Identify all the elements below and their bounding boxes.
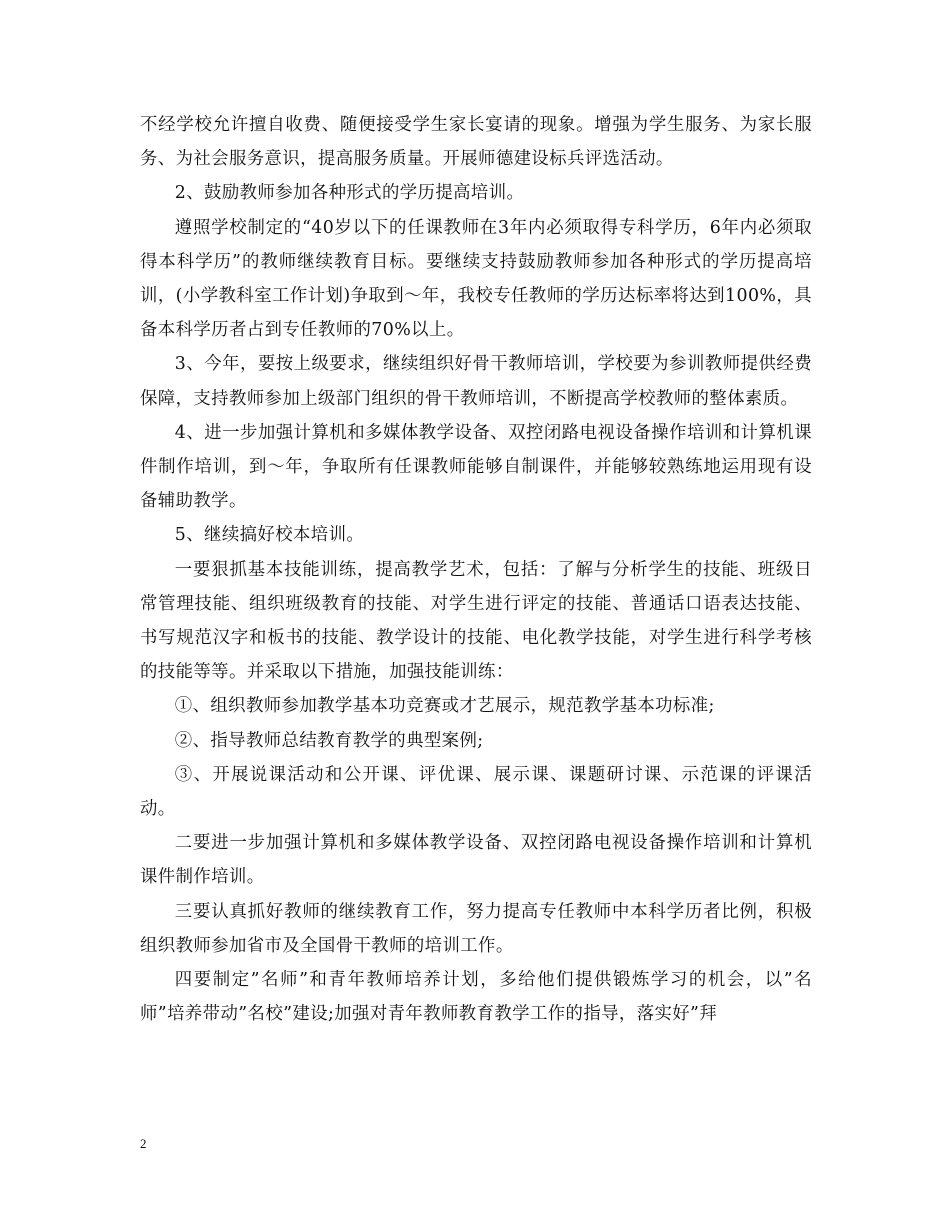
- paragraph-7: 一要狠抓基本技能训练，提高教学艺术，包括：了解与分析学生的技能、班级日常管理技能、组织班级教育的技能、对学生进行评定的技能、普通话口语表达技能、书写规范汉字和板书的技能、教学设计的技能、电化教学技能，对学生进行科学考核的技能等等。并采取以下措施，加强技能训练：: [140, 559, 812, 683]
- paragraph-4: 3、今年，要按上级要求，继续组织好骨干教师培训，学校要为参训教师提供经费保障，支持教师参加上级部门组织的骨干教师培训，不断提高学校教师的整体素质。: [140, 354, 812, 409]
- paragraph-12: 三要认真抓好教师的继续教育工作，努力提高专任教师中本科学历者比例，积极组织教师参加省市及全国骨干教师的培训工作。: [140, 901, 812, 956]
- paragraph-5: 4、进一步加强计算机和多媒体教学设备、双控闭路电视设备操作培训和计算机课件制作培训，到～年，争取所有任课教师能够自制课件，并能够较熟练地运用现有设备辅助教学。: [140, 422, 812, 512]
- paragraph-3: 遵照学校制定的“40岁以下的任课教师在3年内必须取得专科学历，6年内必须取得本科学历”的教师继续教育目标。要继续支持鼓励教师参加各种形式的学历提高培训，(小学教科室工作计划)争取到～年，我校专任教师的学历达标率将达到100%，具备本科学历者占到专任教师的70%以上。: [140, 217, 812, 341]
- paragraph-8: ①、组织教师参加教学基本功竞赛或才艺展示，规范教学基本功标准;: [174, 696, 715, 717]
- document-body: [140, 108, 812, 1031]
- page-number: 2: [140, 1136, 147, 1151]
- paragraph-13: 四要制定”名师”和青年教师培养计划，多给他们提供锻炼学习的机会，以”名师”培养带动”名校”建设;加强对青年教师教育教学工作的指导，落实好”拜: [140, 970, 812, 1025]
- paragraph-6: 5、继续搞好校本培训。: [174, 525, 365, 546]
- paragraph-10: ③、开展说课活动和公开课、评优课、展示课、课题研讨课、示范课的评课活动。: [140, 764, 812, 820]
- paragraph-2: 2、鼓励教师参加各种形式的学历提高培训。: [174, 183, 525, 204]
- paragraph-9: ②、指导教师总结教育教学的典型案例;: [174, 730, 484, 751]
- paragraph-1: 不经学校允许擅自收费、随便接受学生家长宴请的现象。增强为学生服务、为家长服务、为社会服务意识，提高服务质量。开展师德建设标兵评选活动。: [140, 115, 812, 170]
- paragraph-11: 二要进一步加强计算机和多媒体教学设备、双控闭路电视设备操作培训和计算机课件制作培训。: [140, 833, 812, 888]
